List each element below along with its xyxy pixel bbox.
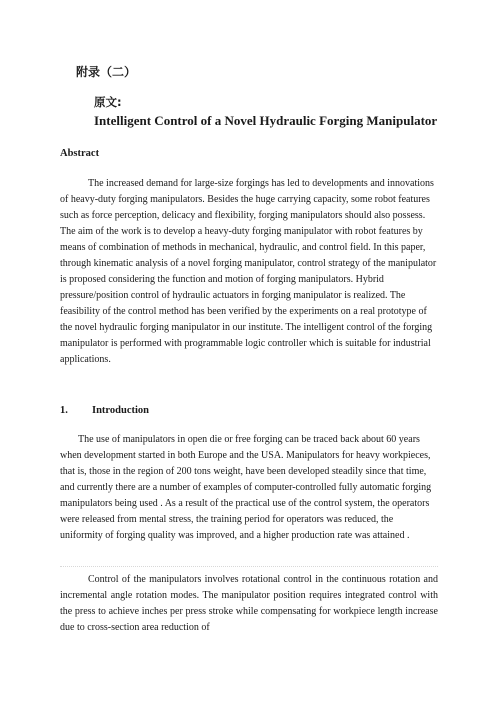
- paragraph-divider: [60, 566, 438, 567]
- introduction-paragraph-2: Control of the manipulators involves rotational control in the continuous rotation and incremental angle rotation modes. The manipulator position requires integrated control with the press to achieve inches per press stroke while compensating for workpiece length increase due to cross-section area reduction of: [60, 574, 438, 633]
- paper-title: Intelligent Control of a Novel Hydraulic Forging Manipulator: [94, 113, 438, 128]
- original-text-label: 原文:: [94, 95, 122, 109]
- appendix-heading: 附录（二）: [76, 65, 137, 79]
- section-heading-introduction: [60, 405, 149, 416]
- introduction-paragraph-1: The use of manipulators in open die or free forging can be traced back about 60 years when development started in both Europe and the USA. Manipulators for heavy workpieces, that is, those in the region of 200 tons weight, have been developed steadily since that time, and currently there are a number of examples of computer-controlled fully automatic forging manipulators being used . As a result of the practical use of the control system, the operators were released from mental stress, the training period for operators was reduced, the uniformity of forging quality was improved, and a higher production rate was attained .: [60, 434, 432, 541]
- abstract-paragraph: The increased demand for large-size forgings has led to developments and innovations of heavy-duty forging manipulators. Besides the huge carrying capacity, some robot features such as force perception, delicacy and flexibility, forging manipulators should also possess. The aim of the work is to develop a heavy-duty forging manipulator with robot features by means of combination of methods in mechanical, hydraulic, and control field. In this paper, through kinematic analysis of a novel forging manipulator, control strategy of the manipulator is proposed considering the function and motion of forging manipulators. Hybrid pressure/position control of hydraulic actuators in forging manipulator is realized. The feasibility of the control method has been verified by the experiments on a real prototype of the novel hydraulic forging manipulator in our institute. The intelligent control of the forging manipulator is performed with programmable logic controller which is suitable for industrial applications.: [60, 178, 437, 365]
- abstract-heading: Abstract: [60, 148, 100, 159]
- section-number: 1.: [60, 405, 68, 416]
- section-title: Introduction: [92, 405, 149, 416]
